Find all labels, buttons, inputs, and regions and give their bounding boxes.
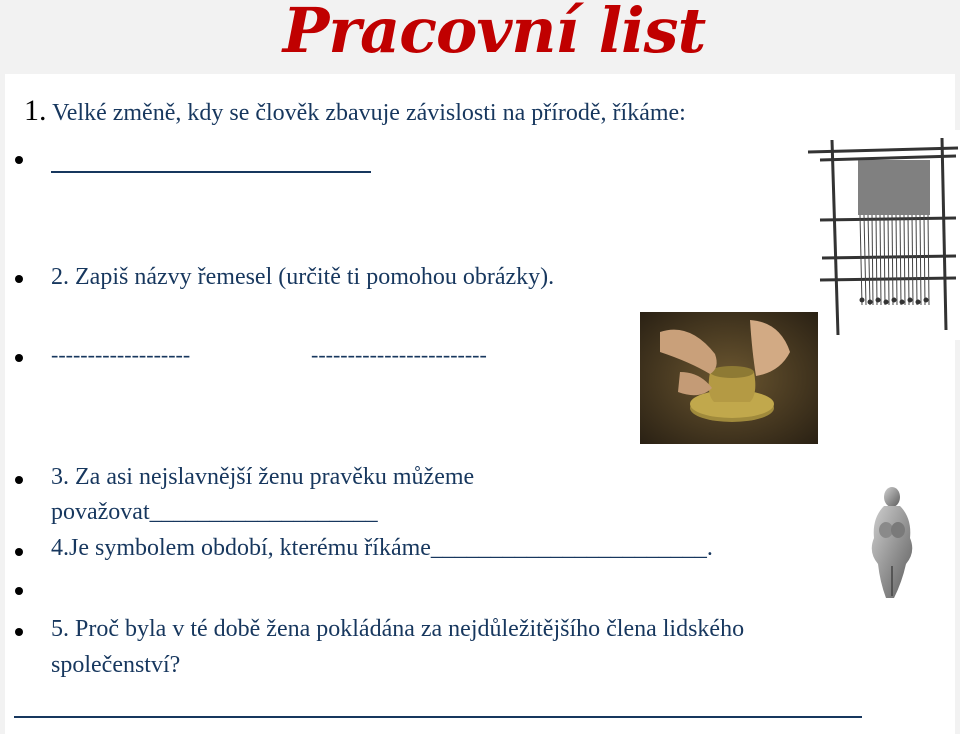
question-1-number: 1. <box>24 94 47 127</box>
bullet <box>15 354 23 362</box>
bullet <box>15 156 23 164</box>
question-2-text: 2. Zapiš názvy řemesel (určitě ti pomohou obrázky). <box>51 264 555 290</box>
bullet <box>15 476 23 484</box>
bullet <box>15 587 23 595</box>
question-3-line-1: 3. Za asi nejslavnější ženu pravěku můžeme <box>51 464 475 490</box>
question-5-line-1: 5. Proč byla v té době žena pokládána za nejdůležitějšího člena lidského <box>51 616 745 642</box>
question-3-line-2: považovat___________________ <box>51 499 378 525</box>
answer-line-1 <box>51 171 371 173</box>
answer-dashes-b: ------------------------ <box>311 342 487 367</box>
question-1 <box>24 94 686 128</box>
question-5-line-2: společenství? <box>51 652 181 678</box>
loom-drawing <box>800 130 960 340</box>
bullet <box>15 628 23 636</box>
pottery-photo <box>640 312 818 444</box>
question-1-text: Velké změně, kdy se člověk zbavuje závislosti na přírodě, říkáme: <box>52 100 686 126</box>
bullet <box>15 548 23 556</box>
venus-figurine-photo <box>864 486 920 602</box>
question-4-text: 4.Je symbolem období, kterému říkáme_______________________. <box>51 535 713 561</box>
bullet <box>15 275 23 283</box>
answer-dashes-a: ------------------- <box>51 342 191 367</box>
answer-line-5 <box>14 716 862 718</box>
page-title: Pracovní list <box>282 0 706 67</box>
